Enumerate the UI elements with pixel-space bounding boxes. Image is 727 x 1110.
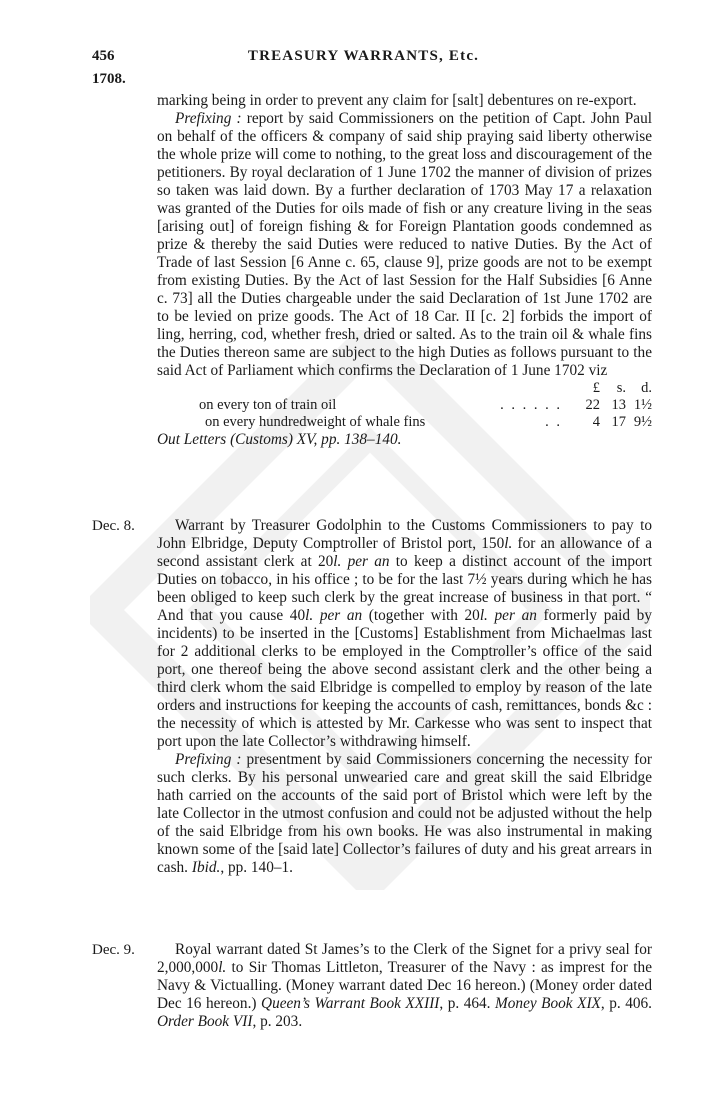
row-pence: 1½: [633, 397, 652, 413]
row-shillings: 17: [611, 414, 626, 430]
reference-book: Queen’s Warrant Book XXIII: [261, 995, 440, 1012]
entry-dec-9: [92, 941, 652, 1031]
table-row: [157, 397, 652, 414]
warrant-paragraph: [157, 941, 652, 1031]
continuation-paragraph: marking being in order to prevent any claim for [salt] debentures on re-export.: [157, 92, 637, 109]
col-pounds: £: [592, 380, 600, 396]
text-run: (together with 20: [362, 607, 480, 624]
entry-date: Dec. 9.: [92, 942, 135, 958]
row-pounds: 22: [585, 397, 600, 413]
reference-book: Money Book XIX: [495, 995, 601, 1012]
entry-body: [157, 941, 652, 1031]
col-shillings: s.: [616, 380, 626, 396]
reference-book: Order Book VII: [157, 1013, 253, 1030]
row-pence: 9½: [633, 414, 652, 430]
prefixing-text: presentment by said Commissioners concerning the necessity for such clerks. By his personal unwearied care and great skill the said Elbridge hath carried on the accounts of the said port of Bristol which were left by the late Collector in the utmost confusion and could not be adjusted without the help of the said Elbridge from his own books. He was also instrumental in making known some of the [said late] Collector’s failures of duty and his great arrears in cash.: [157, 751, 652, 876]
page-number: 456: [92, 48, 115, 64]
duty-table-header: [157, 380, 652, 397]
entry-body: [157, 517, 652, 877]
page-year: 1708.: [92, 71, 126, 87]
text-run-italic: l. per an: [333, 553, 390, 570]
prefixing-text: report by said Commissioners on the petition of Capt. John Paul on behalf of the officers & company of said ship praying said liberty otherwise the whole prize will come to nothing, to the great loss and discouragement of the petitioners. By royal declaration of 1 June 1702 the manner of division of prizes so taken was laid down. By a further declaration of 1703 May 17 a relaxation was granted of the Duties for oils made of fish or any creature living in the seas [arising out] of foreign fishing & for Foreign Plantation goods condemned as prize & thereby the said Duties were reduced to native Duties. By the Act of Trade of last Session [6 Anne c. 65, clause 9], prize goods are not to be exempt from existing Duties. By the Act of last Session for the Half Subsidies [6 Anne c. 73] all the Duties chargeable under the said Declaration of 1st June 1702 are to be levied on prize goods. The Act of 18 Car. II [c. 2] forbids the import of ling, herring, cod, whether fresh, dried or salted. As to the train oil & whale fins the Duties thereon same are subject to the high Duties as follows pursuant to the said Act of Parliament which confirms the Declaration of 1 June 1702 viz: [157, 110, 652, 379]
text-run: Warrant by Treasurer Godolphin to the Customs Commissioners to pay to John Elbridge, Deputy Comptroller of Bristol port, 150: [157, 517, 652, 552]
text-run: formerly paid by incidents) to be inserted in the [Customs] Establishment from Michaelmas last for 2 additional clerks to be employed in the Comptroller’s office of the said port, one thereof being the above second assistant clerk and the other being a third clerk whom the said Elbridge is compelled to employ by reason of the late orders and instructions for keeping the accounts of cash, remittances, bonds &c : the necessity of which is attested by Mr. Carkesse who was sent to inspect that port upon the late Collector’s withdrawing himself.: [157, 607, 652, 750]
reference-pages: , p. 203.: [252, 1013, 303, 1030]
text-run-italic: l.: [218, 959, 227, 976]
reference-pages: , p. 464.: [439, 995, 496, 1012]
page-header: [0, 48, 727, 68]
reference-pages: , pp. 140–1.: [220, 859, 293, 876]
row-dots: . .: [545, 414, 562, 430]
row-shillings: 13: [611, 397, 626, 413]
row-label: on every hundredweight of whale fins: [205, 414, 426, 430]
text-run-italic: l.: [504, 535, 513, 552]
entry-date: Dec. 8.: [92, 518, 135, 534]
entry-reference: Out Letters (Customs) XV, pp. 138–140.: [157, 431, 402, 448]
text-run: Royal warrant dated St James’s to the Clerk of the Signet for a privy seal for 2,000,000: [157, 941, 652, 976]
warrant-paragraph: [157, 517, 652, 751]
prefixing-label: Prefixing :: [175, 110, 242, 127]
duty-table: [157, 380, 652, 431]
row-dots: . . . . . .: [500, 397, 562, 413]
prefixing-label: Prefixing :: [175, 751, 242, 768]
text-run: to keep a distinct account of the import Duties on tobacco, in his office ; to be for the last 7½ years during which he has been obliged to keep such clerk by the great increase of business in that port. “ And that you cause 40: [157, 553, 652, 624]
text-run-italic: l. per an: [305, 607, 363, 624]
row-pounds: 4: [592, 414, 600, 430]
reference-pages: , p. 406.: [600, 995, 653, 1012]
entry-body: [157, 92, 652, 380]
entry-continuation: [92, 92, 652, 449]
prefixing-paragraph: [157, 751, 652, 877]
text-run-italic: l. per an: [479, 607, 537, 624]
row-label: on every ton of train oil: [199, 397, 337, 413]
text-run: to Sir Thomas Littleton, Treasurer of the Navy : as imprest for the Navy & Victualling. (Money warrant dated Dec 16 hereon.) (Money order dated Dec 16 hereon.): [157, 959, 652, 1012]
running-head: TREASURY WARRANTS, Etc.: [247, 48, 480, 64]
col-pence: d.: [641, 380, 652, 396]
table-row: [157, 414, 652, 431]
text-run: for an allowance of a second assistant clerk at 20: [157, 535, 652, 570]
reference-ibid: Ibid.: [191, 859, 221, 876]
prefixing-paragraph: [157, 110, 652, 380]
entry-dec-8: [92, 517, 652, 877]
